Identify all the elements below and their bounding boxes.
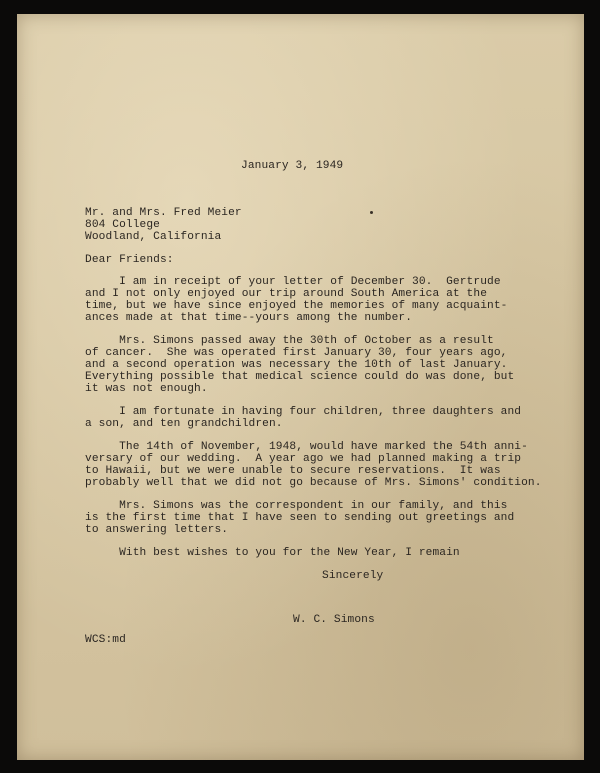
reference-initials: WCS:md: [85, 634, 126, 646]
paragraph-line: I am in receipt of your letter of December 30. Gertrude: [85, 276, 501, 288]
paragraph-line: it was not enough.: [85, 383, 208, 395]
recipient-line-3: Woodland, California: [85, 231, 222, 243]
letter-date: January 3, 1949: [241, 160, 344, 172]
paragraph-line: and I not only enjoyed our trip around South America at the: [85, 288, 488, 300]
paper-speck: [370, 211, 373, 214]
signature-name: W. C. Simons: [293, 614, 375, 626]
letter-page: [17, 14, 584, 760]
closing: Sincerely: [322, 570, 384, 582]
paragraph-line: probably well that we did not go because of Mrs. Simons' condition.: [85, 477, 542, 489]
paragraph-line: versary of our wedding. A year ago we had planned making a trip: [85, 453, 522, 465]
paragraph-line: to Hawaii, but we were unable to secure reservations. It was: [85, 465, 501, 477]
paragraph-line: Mrs. Simons was the correspondent in our family, and this: [85, 500, 508, 512]
paragraph-line: ances made at that time--yours among the number.: [85, 312, 413, 324]
recipient-line-2: 804 College: [85, 219, 160, 231]
paragraph-line: time, but we have since enjoyed the memories of many acquaint-: [85, 300, 508, 312]
paragraph-line: I am fortunate in having four children, three daughters and: [85, 406, 522, 418]
paragraph-line: of cancer. She was operated first January 30, four years ago,: [85, 347, 508, 359]
paragraph-line: The 14th of November, 1948, would have marked the 54th anni-: [85, 441, 528, 453]
paragraph-line: is the first time that I have seen to sending out greetings and: [85, 512, 515, 524]
salutation: Dear Friends:: [85, 254, 174, 266]
paragraph-line: to answering letters.: [85, 524, 229, 536]
recipient-line-1: Mr. and Mrs. Fred Meier: [85, 207, 242, 219]
paragraph-line: Everything possible that medical science could do was done, but: [85, 371, 515, 383]
paragraph-line: With best wishes to you for the New Year, I remain: [85, 547, 460, 559]
paragraph-line: and a second operation was necessary the 10th of last January.: [85, 359, 508, 371]
paragraph-line: Mrs. Simons passed away the 30th of October as a result: [85, 335, 494, 347]
paragraph-line: a son, and ten grandchildren.: [85, 418, 283, 430]
